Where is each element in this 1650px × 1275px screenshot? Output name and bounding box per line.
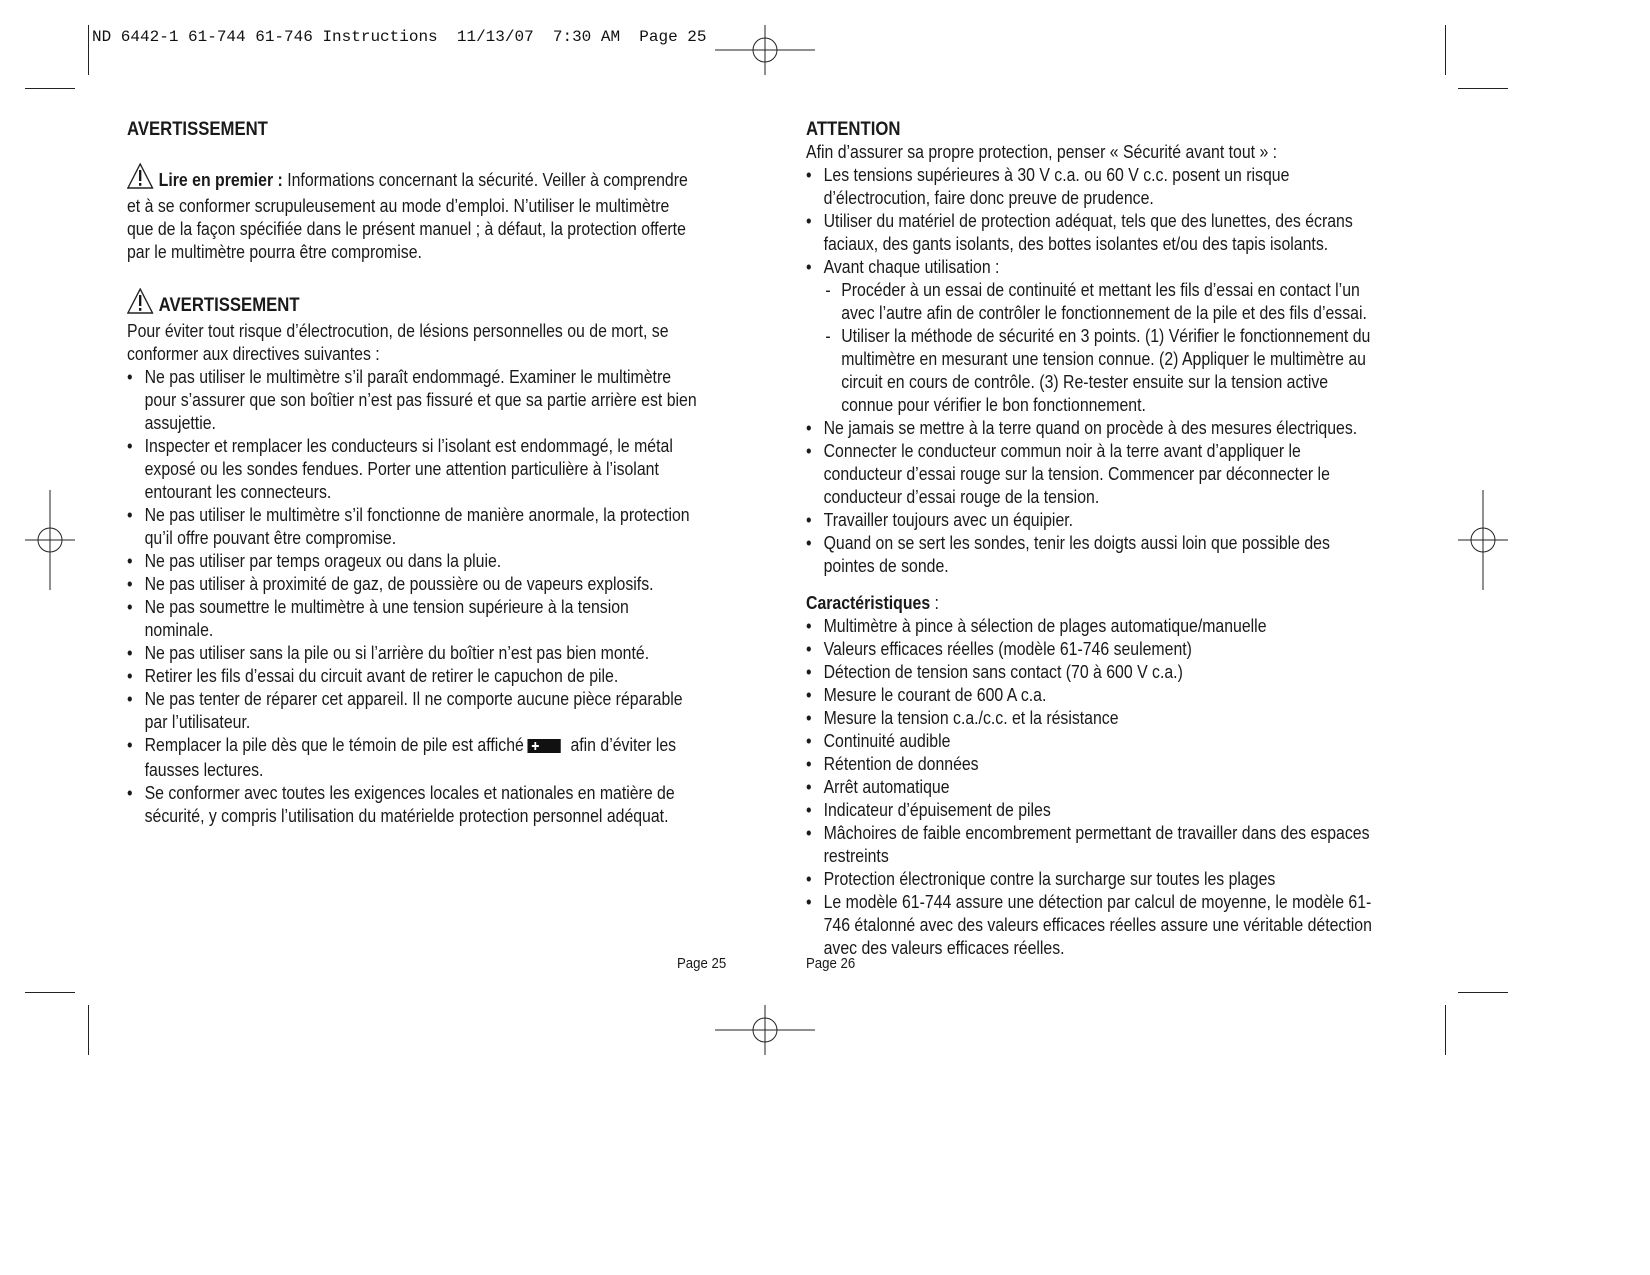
- list-item: • Ne pas utiliser sans la pile ou si l’arrière du boîtier n’est pas bien monté.: [127, 642, 697, 665]
- list-item: • Les tensions supérieures à 30 V c.a. ou 60 V c.c. posent un risque d’électrocution, faire donc preuve de prudence.: [806, 164, 1376, 210]
- crop-mark: [1458, 88, 1508, 89]
- warning-intro: Pour éviter tout risque d’électrocution, de lésions personnelles ou de mort, se conformer aux directives suivantes :: [127, 321, 669, 364]
- list-item: • Avant chaque utilisation :: [806, 256, 1376, 279]
- feature-item: • Le modèle 61-744 assure une détection par calcul de moyenne, le modèle 61-746 étalonné avec des valeurs efficaces réelles assure une véritable détection avec des valeurs efficaces réelles.: [806, 891, 1376, 960]
- feature-item: • Protection électronique contre la surcharge sur toutes les plages: [806, 868, 1376, 891]
- list-item: • Se conformer avec toutes les exigences locales et nationales en matière de sécurité, y compris l’utilisation du matérielde protection personnel adéquat.: [127, 782, 697, 828]
- attention-list: [806, 164, 1376, 578]
- warning-heading: AVERTISSEMENT: [158, 295, 300, 316]
- feature-item: • Détection de tension sans contact (70 à 600 V c.a.): [806, 661, 1376, 684]
- features-list: [806, 615, 1376, 960]
- crop-mark: [88, 1005, 89, 1055]
- battery-low-icon: [527, 736, 560, 759]
- right-page: [806, 118, 1376, 960]
- crop-mark: [88, 25, 89, 75]
- feature-item: • Rétention de données: [806, 753, 1376, 776]
- list-item: • Utiliser du matériel de protection adéquat, tels que des lunettes, des écrans faciaux, des gants isolants, des bottes isolantes et/ou des tapis isolants.: [806, 210, 1376, 256]
- registration-mark-left-icon: [25, 490, 75, 590]
- battery-text-before: Remplacer la pile dès que le témoin de pile est affiché: [144, 735, 524, 755]
- features-colon: :: [930, 593, 939, 613]
- warning-list: [127, 366, 697, 828]
- left-page: [127, 118, 697, 828]
- read-first-text: Informations concernant la sécurité. Veiller à comprendre et à se conformer scrupuleusement au mode d’emploi. N’utiliser le multimètre que de la façon spécifiée dans le présent manuel ; à défaut, la protection offerte par le multimètre pourra être compromise.: [127, 170, 688, 262]
- registration-mark-top-icon: [715, 25, 815, 75]
- list-item-battery: [127, 734, 697, 782]
- list-item: • Connecter le conducteur commun noir à la terre avant d’appliquer le conducteur d’essai rouge sur la tension. Commencer par déconnecter le conducteur d’essai rouge de la tension.: [806, 440, 1376, 509]
- page-number-right: Page 26: [806, 955, 856, 972]
- feature-item: • Valeurs efficaces réelles (modèle 61-746 seulement): [806, 638, 1376, 661]
- feature-item: • Continuité audible: [806, 730, 1376, 753]
- crop-mark: [1445, 1005, 1446, 1055]
- list-item: • Quand on se sert les sondes, tenir les doigts aussi loin que possible des pointes de sonde.: [806, 532, 1376, 578]
- features-heading: Caractéristiques: [806, 593, 931, 613]
- list-item: • Ne pas utiliser par temps orageux ou dans la pluie.: [127, 550, 697, 573]
- sub-list-item: - Procéder à un essai de continuité et mettant les fils d’essai en contact l’un avec l’autre afin de contrôler le fonctionnement de la pile et des fils d’essai.: [806, 279, 1376, 325]
- sub-list-item: - Utiliser la méthode de sécurité en 3 points. (1) Vérifier le fonctionnement du multimètre en mesurant une tension connue. (2) Appliquer le multimètre au circuit en cours de contrôle. (3) Re-tester ensuite sur la tension active connue pour vérifier le bon fonctionnement.: [806, 325, 1376, 417]
- crop-mark: [25, 88, 75, 89]
- page-number-left: Page 25: [677, 955, 727, 972]
- feature-item: • Mâchoires de faible encombrement permettant de travailler dans des espaces restreints: [806, 822, 1376, 868]
- right-title: ATTENTION: [806, 119, 901, 140]
- warning-triangle-icon: [127, 288, 153, 320]
- feature-item: • Mesure le courant de 600 A c.a.: [806, 684, 1376, 707]
- read-first-lead: Lire en premier :: [158, 170, 283, 190]
- feature-item: • Indicateur d’épuisement de piles: [806, 799, 1376, 822]
- crop-mark: [25, 992, 75, 993]
- warning-heading-row: [127, 288, 697, 320]
- printer-slug: ND 6442-1 61-744 61-746 Instructions 11/13/07 7:30 AM Page 25: [92, 28, 707, 46]
- list-item: • Ne pas utiliser le multimètre s’il fonctionne de manière anormale, la protection qu’il offre pouvant être compromise.: [127, 504, 697, 550]
- crop-mark: [1458, 992, 1508, 993]
- list-item: • Ne pas tenter de réparer cet appareil. Il ne comporte aucune pièce réparable par l’utilisateur.: [127, 688, 697, 734]
- feature-item: • Multimètre à pince à sélection de plages automatique/manuelle: [806, 615, 1376, 638]
- battery-text-after: afin d’éviter les fausses lectures.: [144, 735, 677, 780]
- left-title: AVERTISSEMENT: [127, 119, 268, 140]
- list-item: • Ne pas soumettre le multimètre à une tension supérieure à la tension nominale.: [127, 596, 697, 642]
- list-item: • Ne jamais se mettre à la terre quand on procède à des mesures électriques.: [806, 417, 1376, 440]
- list-item: • Ne pas utiliser à proximité de gaz, de poussière ou de vapeurs explosifs.: [127, 573, 697, 596]
- read-first-paragraph: [127, 163, 697, 264]
- list-item: • Retirer les fils d’essai du circuit avant de retirer le capuchon de pile.: [127, 665, 697, 688]
- list-item: • Inspecter et remplacer les conducteurs si l’isolant est endommagé, le métal exposé ou les sondes fendues. Porter une attention particulière à l’isolant entourant les connecteurs.: [127, 435, 697, 504]
- list-item: • Ne pas utiliser le multimètre s’il paraît endommagé. Examiner le multimètre pour s’assurer que son boîtier n’est pas fissuré et que sa partie arrière est bien assujettie.: [127, 366, 697, 435]
- features-heading-row: [806, 592, 1376, 615]
- feature-item: • Arrêt automatique: [806, 776, 1376, 799]
- registration-mark-bottom-icon: [715, 1005, 815, 1055]
- warning-triangle-icon: [127, 163, 153, 195]
- attention-intro: Afin d’assurer sa propre protection, penser « Sécurité avant tout » :: [806, 142, 1278, 162]
- list-item: • Travailler toujours avec un équipier.: [806, 509, 1376, 532]
- registration-mark-right-icon: [1458, 490, 1508, 590]
- crop-mark: [1445, 25, 1446, 75]
- feature-item: • Mesure la tension c.a./c.c. et la résistance: [806, 707, 1376, 730]
